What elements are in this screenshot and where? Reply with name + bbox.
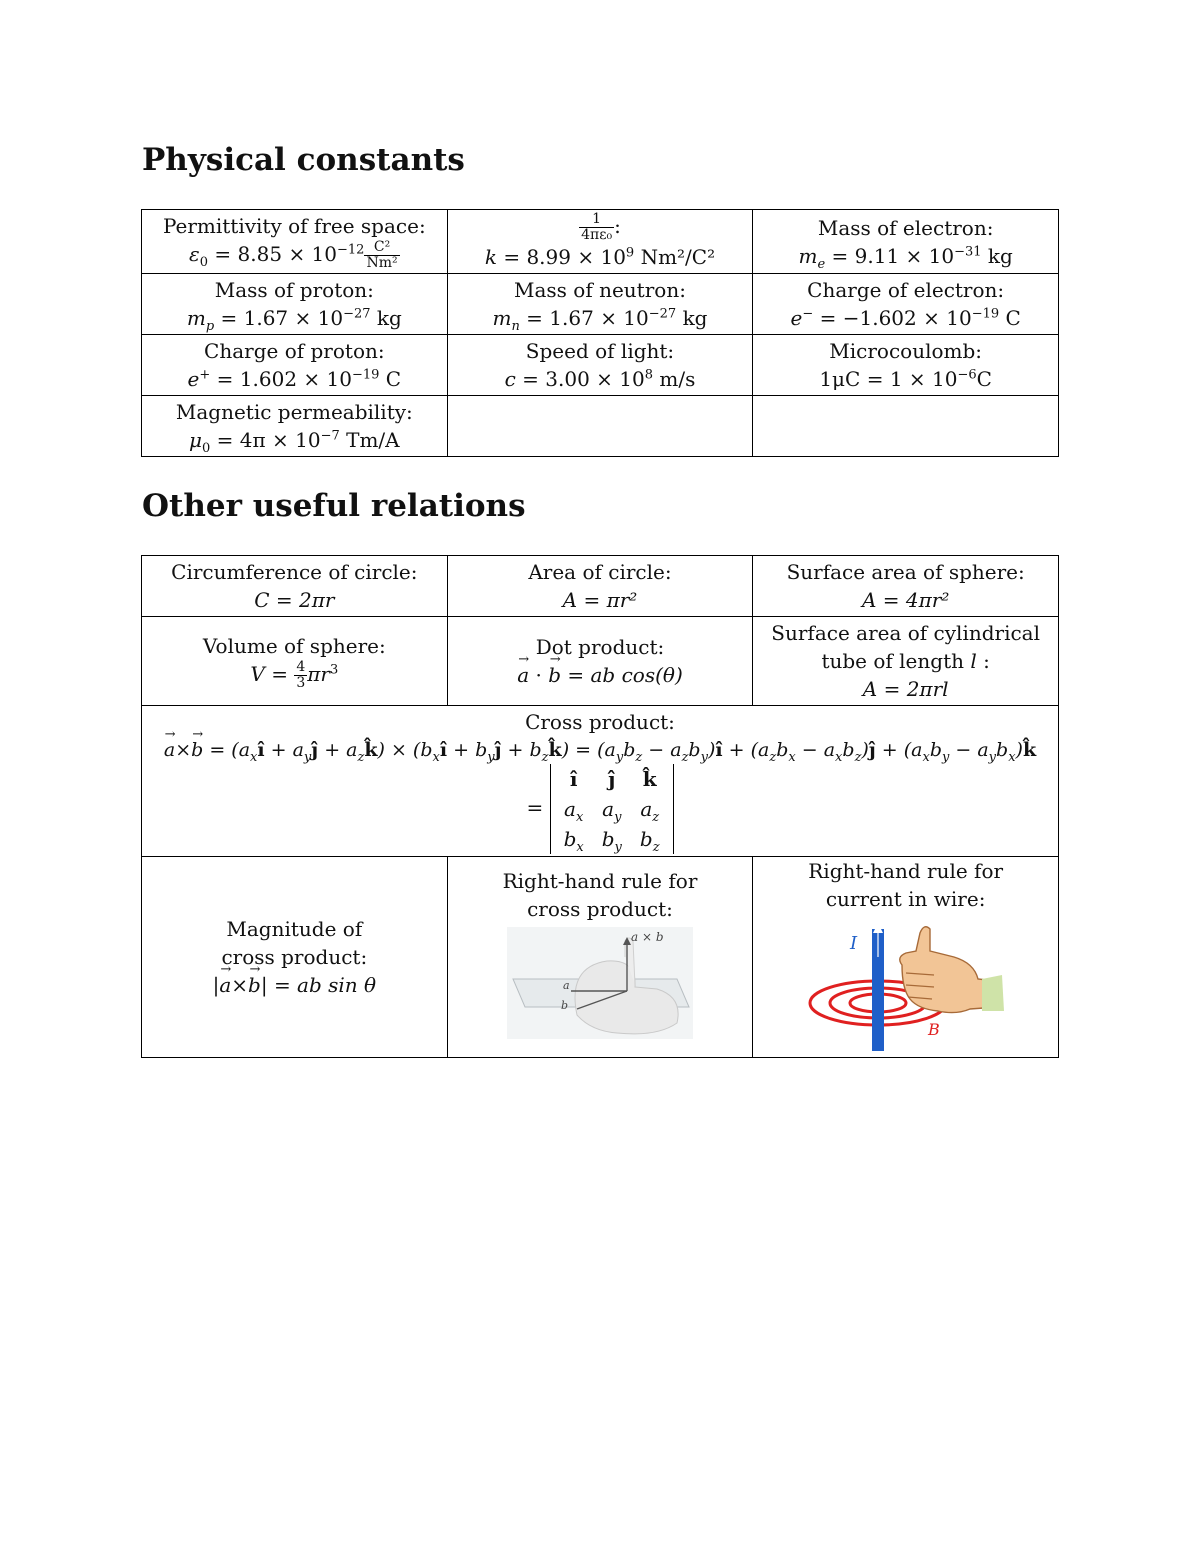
cross-product-determinant: = î ĵ k̂ $a_x$ $a_y$ $a_z$ $b_x$ $b_y$ $b_z$ [146, 764, 1054, 854]
coulomb-formula: $k = 8.99 \times 10^9$ Nm²/C² [484, 245, 716, 269]
cell-circumference [142, 556, 448, 617]
proton-mass-label: Mass of proton: [214, 278, 374, 302]
cross-product-label: Cross product: [525, 710, 675, 734]
cell-empty-1 [447, 396, 753, 457]
magnetic-field-b-label: B [927, 1020, 940, 1039]
light-speed-label: Speed of light: [525, 339, 675, 363]
current-i-label: I [849, 933, 857, 954]
microcoulomb-label: Microcoulomb: [829, 339, 983, 363]
vector-a-label: a [562, 979, 570, 992]
cell-sphere-volume [142, 617, 448, 706]
permeability-label: Magnetic permeability: [175, 400, 413, 424]
area-circle-formula: A = πr² [562, 588, 638, 612]
a-cross-b-label: a × b [630, 930, 664, 944]
cross-magnitude-label-1: Magnitude of [226, 917, 363, 941]
cross-magnitude-formula: |→ a×→ b| = ab sin θ [146, 971, 443, 999]
cell-microcoulomb [753, 335, 1059, 396]
cell-area-circle [447, 556, 753, 617]
sphere-area-formula: A = 4πr² [861, 588, 950, 612]
light-speed-formula: $c = 3.00 \times 10^8$ m/s [504, 367, 696, 391]
cell-permeability [142, 396, 448, 457]
rhr-cross-label-2: cross product: [527, 897, 673, 921]
sphere-volume-label: Volume of sphere: [202, 633, 386, 658]
cell-electron-mass [753, 210, 1059, 274]
physical-constants-table [141, 209, 1059, 457]
dot-product-formula: → a · → b = ab cos(θ) [452, 661, 749, 689]
sphere-area-label: Surface area of sphere: [786, 560, 1025, 584]
circumference-label: Circumference of circle: [171, 560, 418, 584]
proton-mass-formula: $m_p = 1.67 \times 10^{-27}$ kg [186, 306, 402, 334]
neutron-mass-formula: $m_n = 1.67 \times 10^{-27}$ kg [492, 306, 708, 334]
neutron-mass-label: Mass of neutron: [514, 278, 686, 302]
cell-speed-of-light [447, 335, 753, 396]
cell-empty-2 [753, 396, 1059, 457]
proton-charge-formula: $e^+ = 1.602 \times 10^{-19}$ C [187, 367, 402, 391]
permittivity-formula: $\varepsilon_0 = 8.85 \times 10^{-12}$ $\frac{\text{C²}}{\text{Nm²}}$ [189, 239, 398, 271]
cell-cross-product [142, 706, 1059, 857]
rhr-wire-label-1: Right-hand rule for [808, 859, 1004, 883]
cross-product-expansion: → $a\times\to b = (a_xî$ + $a_yĵ$ + $a_zk̂$) × ($b_xî$ + $b_yĵ$ + $b_zk̂) = (a_yb_z$ − $a_zb_y)î + (a_zb_x$ − $a_xb_z)ĵ + (a_xb_y$ − $a_yb_x)k̂$ [146, 736, 1054, 764]
cross-magnitude-label-2: cross product: [221, 945, 368, 969]
circumference-formula: C = 2πr [254, 588, 335, 612]
electron-mass-label: Mass of electron: [817, 215, 994, 240]
rhr-wire-label-2: current in wire: [825, 887, 986, 911]
electron-charge-formula: $e^- = -1.602 \times 10^{-19}$ C [790, 306, 1021, 330]
cell-cross-magnitude [142, 857, 448, 1058]
vector-b-label: b [560, 999, 569, 1012]
sphere-volume-formula: V = $\frac{4}{3}$ $\pi r^3$ [250, 658, 339, 691]
cell-dot-product [447, 617, 753, 706]
microcoulomb-formula: $1\mu C = 1 \times 10^{-6}C$ [819, 367, 992, 391]
coulomb-label: $\frac{1}{\text{4πε₀}}$ : [581, 211, 621, 243]
proton-charge-label: Charge of proton: [204, 339, 385, 363]
cell-proton-charge [142, 335, 448, 396]
cell-permittivity [142, 210, 448, 274]
electron-charge-label: Charge of electron: [807, 278, 1005, 302]
section-title-other-relations: Other useful relations [142, 488, 526, 524]
cell-coulomb-constant [447, 210, 753, 274]
cell-cylinder-area [753, 617, 1059, 706]
rhr-cross-label-1: Right-hand rule for [502, 869, 698, 893]
cylinder-formula: A = 2πrl [862, 677, 949, 701]
cell-proton-mass [142, 274, 448, 335]
dot-product-label: Dot product: [535, 635, 665, 659]
electron-mass-formula: $m_e = 9.11 \times 10^{-31}$ kg [798, 243, 1013, 272]
cell-neutron-mass [447, 274, 753, 335]
permittivity-label: Permittivity of free space: [162, 214, 426, 238]
cell-rhr-cross-product [447, 857, 753, 1058]
area-circle-label: Area of circle: [528, 560, 672, 584]
permeability-formula: $\mu_0 = 4\pi \times 10^{-7}$ Tm/A [189, 428, 400, 456]
cylinder-label-1: Surface area of cylindrical [771, 621, 1041, 645]
right-hand-wire-figure [806, 917, 1006, 1051]
cell-electron-charge [753, 274, 1059, 335]
cell-sphere-area [753, 556, 1059, 617]
right-hand-cross-product-figure [507, 927, 693, 1039]
useful-relations-table [141, 555, 1059, 1058]
cell-rhr-wire [753, 857, 1059, 1058]
section-title-physical-constants: Physical constants [142, 142, 465, 178]
cylinder-label-2: tube of length l : [821, 649, 990, 673]
